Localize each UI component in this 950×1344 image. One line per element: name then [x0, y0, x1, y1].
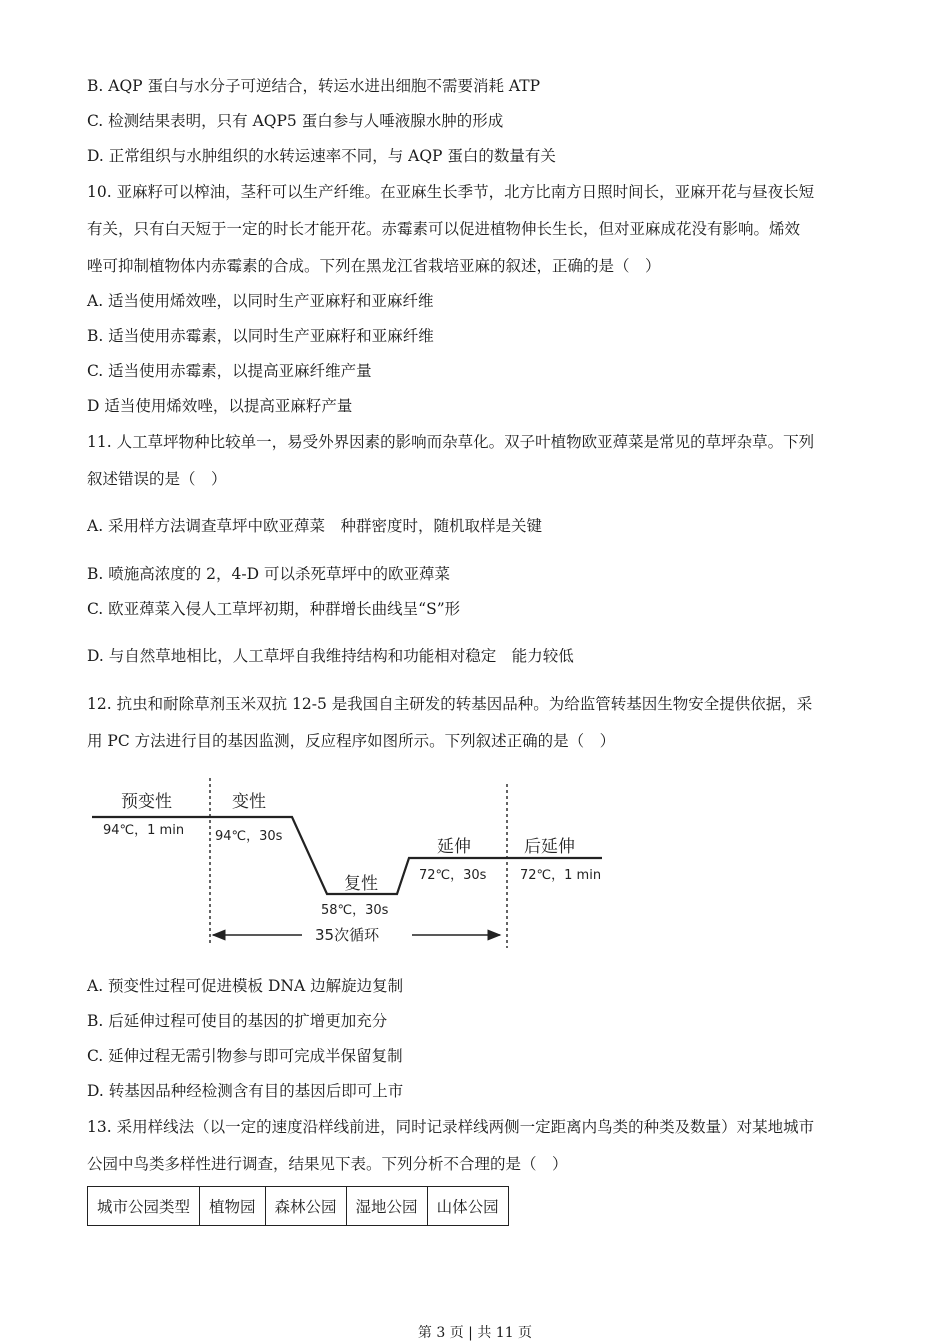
q9-option-d: D. 正常组织与水肿组织的水转运速率不同，与 AQP 蛋白的数量有关	[87, 147, 556, 165]
q12-stem-line1: 12. 抗虫和耐除草剂玉米双抗 12-5 是我国自主研发的转基因品种。为给监管转基因生物安全提供依据，采	[87, 695, 813, 713]
q12-option-a: A. 预变性过程可促进模板 DNA 边解旋边复制	[87, 977, 404, 995]
table-header-cell: 山体公园	[427, 1187, 508, 1226]
denature-label: 变性	[232, 792, 266, 812]
q9-option-c: C. 检测结果表明，只有 AQP5 蛋白参与人唾液腺水肿的形成	[87, 112, 504, 130]
q11-option-a: A. 采用样方法调查草坪中欧亚蔊菜 种群密度时，随机取样是关键	[87, 517, 543, 535]
extend-condition: 72℃，30s	[419, 868, 487, 883]
cycles-label: 35次循环	[315, 926, 380, 944]
page-footer: 第 3 页 | 共 11 页	[417, 1325, 533, 1341]
q12-option-c: C. 延伸过程无需引物参与即可完成半保留复制	[87, 1047, 403, 1065]
table-header-cell: 城市公园类型	[88, 1187, 200, 1226]
final-extend-condition: 72℃，1 min	[520, 868, 602, 883]
table-header-row	[88, 1187, 509, 1226]
park-type-table	[87, 1186, 509, 1226]
predenature-condition: 94℃，1 min	[103, 823, 185, 838]
table-header-cell: 森林公园	[265, 1187, 346, 1226]
q10-stem-line2: 有关，只有白天短于一定的时长才能开花。赤霉素可以促进植物伸长生长，但对亚麻成花没有影响。烯效	[87, 220, 801, 238]
final-extend-label: 后延伸	[524, 837, 575, 857]
predenature-label: 预变性	[121, 792, 172, 812]
q10-stem-line3: 唑可抑制植物体内赤霉素的合成。下列在黑龙江省栽培亚麻的叙述，正确的是（ ）	[87, 257, 661, 275]
q12-option-b: B. 后延伸过程可使目的基因的扩增更加充分	[87, 1012, 388, 1030]
anneal-condition: 58℃，30s	[321, 903, 389, 918]
q12-option-d: D. 转基因品种经检测含有目的基因后即可上市	[87, 1082, 404, 1100]
q9-option-b: B. AQP 蛋白与水分子可逆结合，转运水进出细胞不需要消耗 ATP	[87, 77, 541, 95]
pcr-program-diagram	[87, 770, 627, 955]
q11-option-b: B. 喷施高浓度的 2，4-D 可以杀死草坪中的欧亚蔊菜	[87, 565, 450, 583]
q13-stem-line2: 公园中鸟类多样性进行调查，结果见下表。下列分析不合理的是（ ）	[87, 1155, 568, 1173]
anneal-label: 复性	[344, 874, 378, 894]
q10-option-b: B. 适当使用赤霉素，以同时生产亚麻籽和亚麻纤维	[87, 327, 434, 345]
q11-option-c: C. 欧亚蔊菜入侵人工草坪初期，种群增长曲线呈“S”形	[87, 600, 461, 618]
q13-stem-line1: 13. 采用样线法（以一定的速度沿样线前进，同时记录样线两侧一定距离内鸟类的种类及数量）对某地城市	[87, 1118, 815, 1136]
denature-condition: 94℃，30s	[215, 829, 283, 844]
table-header-cell: 湿地公园	[346, 1187, 427, 1226]
q10-option-a: A. 适当使用烯效唑，以同时生产亚麻籽和亚麻纤维	[87, 292, 434, 310]
q11-option-d: D. 与自然草地相比，人工草坪自我维持结构和功能相对稳定 能力较低	[87, 647, 574, 665]
extend-label: 延伸	[437, 837, 471, 857]
q11-stem-line2: 叙述错误的是（ ）	[87, 470, 227, 488]
q12-stem-line2: 用 PC 方法进行目的基因监测，反应程序如图所示。下列叙述正确的是（ ）	[87, 732, 616, 750]
q10-option-d: D 适当使用烯效唑，以提高亚麻籽产量	[87, 397, 353, 415]
q10-option-c: C. 适当使用赤霉素，以提高亚麻纤维产量	[87, 362, 372, 380]
q11-stem-line1: 11. 人工草坪物种比较单一，易受外界因素的影响而杂草化。双子叶植物欧亚蔊菜是常见的草坪杂草。下列	[87, 433, 815, 451]
table-header-cell: 植物园	[200, 1187, 266, 1226]
q10-stem-line1: 10. 亚麻籽可以榨油，茎秆可以生产纤维。在亚麻生长季节，北方比南方日照时间长，亚麻开花与昼夜长短	[87, 183, 815, 201]
